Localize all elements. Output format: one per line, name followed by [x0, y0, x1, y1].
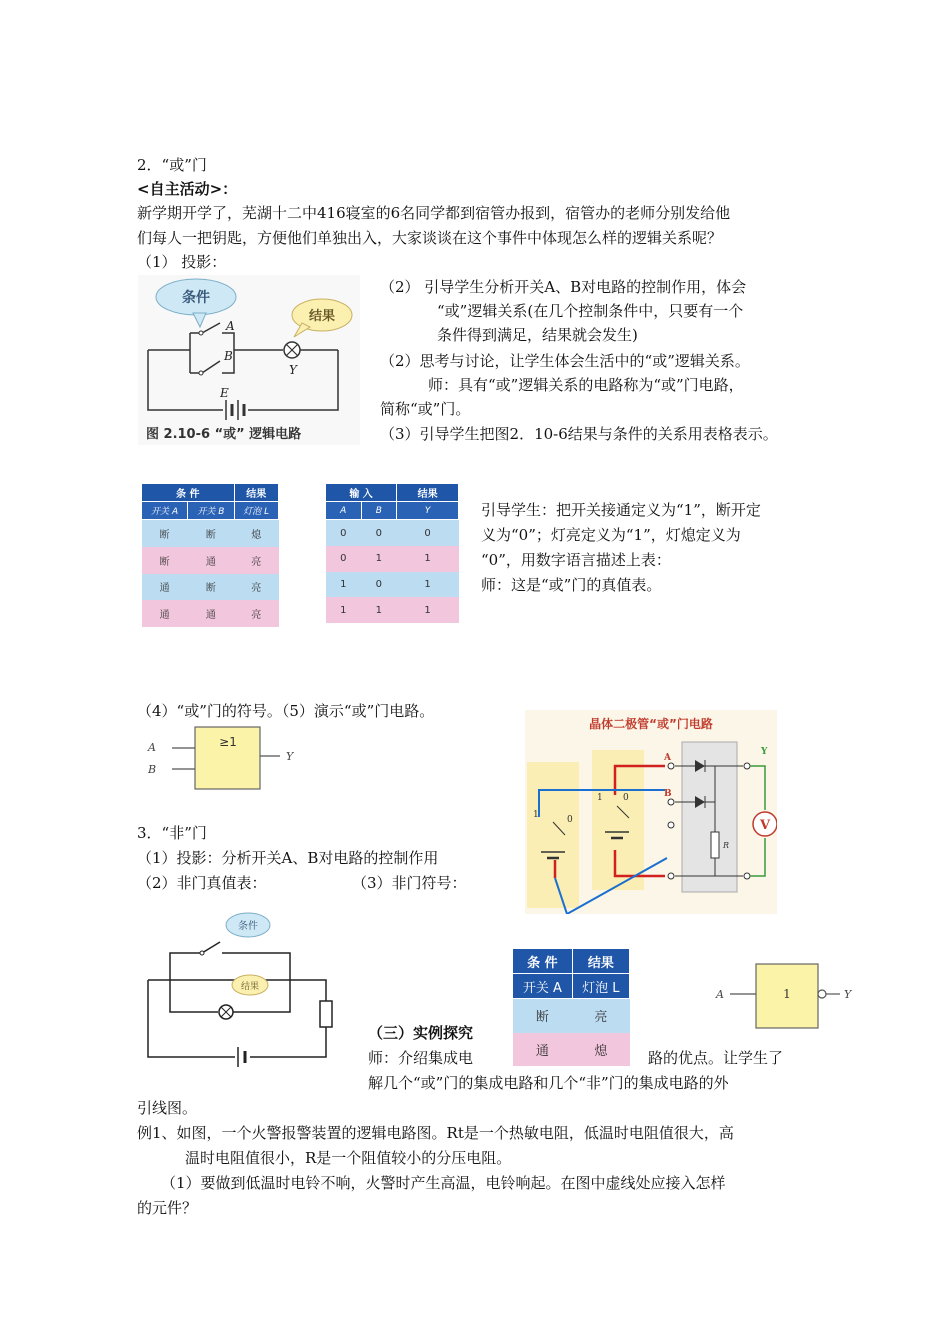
demo-label-b: B — [664, 789, 672, 799]
cell: 通 — [535, 1043, 549, 1059]
table-row — [142, 574, 279, 601]
table-row — [326, 572, 459, 598]
demo-label-y: Y — [761, 747, 768, 757]
cell: 1 — [424, 579, 431, 591]
para1-line2: 们每人一把钥匙，方便他们单独出入，大家谈谈在这个事件中体现怎么样的逻辑关系呢？ — [137, 229, 723, 247]
sub-lamp-l: 灯泡 L — [572, 974, 629, 999]
not-gate-symbol — [712, 960, 862, 1032]
cell: 0 — [375, 579, 383, 591]
cell: 通 — [205, 556, 216, 568]
cell: 熄 — [251, 529, 262, 541]
section-not-heading: 3．“非”门 — [137, 824, 207, 842]
sub-b: B — [361, 502, 397, 520]
cloud-condition-text: 条件 — [182, 290, 210, 306]
cell: 0 — [424, 527, 431, 539]
item2-line3: 条件得到满足，结果就会发生) — [437, 326, 638, 344]
sub-switch-a: 开关 A — [513, 974, 573, 999]
example1-question-line2: 的元件？ — [137, 1199, 198, 1217]
item2-line1: （2） 引导学生分析开关A、B对电路的控制作用，体会 — [380, 278, 747, 296]
teacher2-line: 师：这是“或”门的真值表。 — [481, 576, 662, 594]
or-input-a: A — [148, 741, 156, 754]
cell: 通 — [159, 583, 170, 595]
header-result: 结果 — [397, 484, 459, 502]
cell: 0 — [340, 553, 347, 565]
switch-a-label: A — [226, 319, 235, 333]
guide-line2: 义为“0”；灯亮定义为“1”，灯熄定义为 — [481, 526, 741, 544]
header-result: 结果 — [572, 949, 629, 974]
voltmeter-label: V — [759, 818, 771, 833]
section-or-heading: 2．“或”门 — [137, 156, 207, 174]
example-teacher-line2: 解几个“或”门的集成电路和几个“非”门的集成电路的外 — [368, 1074, 729, 1092]
table-row — [326, 546, 459, 572]
not-item3: （3）非门符号： — [352, 874, 467, 892]
cell: 亮 — [594, 1010, 608, 1026]
cell: 亮 — [251, 556, 262, 568]
cell: 亮 — [251, 610, 262, 622]
cell: 断 — [159, 529, 170, 541]
lamp-y-label: Y — [289, 363, 297, 377]
diode-or-demo-figure — [525, 710, 777, 914]
table-row — [326, 520, 459, 547]
example1-line1: 例1、如图，一个火警报警装置的逻辑电路图。Rt是一个热敏电阻，低温时电阻值很大，高 — [137, 1124, 734, 1142]
demo-label-r: R — [723, 841, 730, 850]
table-row — [142, 547, 279, 574]
sub-y: Y — [397, 502, 459, 520]
para1-line1: 新学期开学了，芜湖十二中416寝室的6名同学都到宿管办报到，宿管办的老师分别发给他 — [137, 204, 731, 222]
header-input: 输 入 — [326, 484, 397, 502]
header-condition: 条 件 — [142, 484, 235, 502]
item2-line2: “或”逻辑关系(在几个控制条件中，只要有一个 — [437, 302, 744, 320]
switch-b-label: B — [224, 349, 233, 363]
or-gate-text: ≥1 — [219, 735, 237, 749]
section-example-heading: （三）实例探究 — [368, 1024, 474, 1042]
guide-line1: 引导学生：把开关接通定义为“1”，断开定 — [481, 501, 761, 519]
cell: 通 — [159, 610, 170, 622]
sw2-zero: 0 — [623, 793, 629, 803]
or-logic-circuit-figure — [138, 275, 360, 445]
cell: 1 — [340, 604, 347, 616]
sw2-one: 1 — [597, 793, 603, 803]
item3-table: （3）引导学生把图2．10-6结果与条件的关系用表格表示。 — [380, 425, 778, 443]
or-input-b: B — [148, 763, 157, 776]
cell: 断 — [535, 1010, 549, 1026]
or-condition-table — [141, 483, 279, 627]
table-row — [513, 999, 630, 1033]
not-item1: （1）投影：分析开关A、B对电路的控制作用 — [137, 849, 439, 867]
table-row — [142, 520, 279, 547]
guide-line3: “0”，用数字语言描述上表： — [481, 551, 671, 569]
teacher1-line1: 师：具有“或”逻辑关系的电路称为“或”门电路， — [428, 376, 744, 394]
or-gate-symbol — [140, 722, 310, 794]
not-input-a: A — [716, 988, 724, 1001]
not-gate-text: 1 — [783, 987, 791, 1001]
or-output-y: Y — [286, 750, 294, 763]
cell: 0 — [340, 527, 347, 539]
demo-label-a: A — [664, 753, 671, 763]
sw1-zero: 0 — [567, 815, 573, 825]
example1-question-line1: （1）要做到低温时电铃不响，火警时产生高温，电铃响起。在图中虚线处应接入怎样 — [161, 1174, 726, 1192]
example-teacher-line3: 引线图。 — [137, 1099, 198, 1117]
or-truth-table — [325, 483, 459, 623]
cell: 断 — [159, 556, 170, 568]
not-output-y: Y — [844, 988, 852, 1001]
not-truth-table — [512, 948, 630, 1066]
header-result: 结果 — [234, 484, 279, 502]
cell: 亮 — [251, 583, 262, 595]
example-teacher-line1a: 师：介绍集成电 — [368, 1049, 474, 1067]
cell: 断 — [205, 583, 216, 595]
sub-switch-a: 开关 A — [142, 502, 188, 520]
sub-switch-b: 开关 B — [188, 502, 234, 520]
example-teacher-line1b: 路的优点。让学生了 — [648, 1049, 784, 1067]
cell: 断 — [205, 529, 216, 541]
item1-projection: （1） 投影： — [137, 253, 227, 271]
sub-a: A — [326, 502, 362, 520]
table-row — [326, 597, 459, 623]
table-row — [513, 1033, 630, 1066]
item45-line: （4）“或”门的符号。（5）演示“或”门电路。 — [137, 702, 435, 720]
cell: 通 — [205, 610, 216, 622]
not-logic-circuit-figure — [140, 905, 340, 1075]
figure-caption: 图 2.10-6 “或” 逻辑电路 — [146, 427, 302, 442]
item2b-discussion: （2）思考与讨论，让学生体会生活中的“或”逻辑关系。 — [380, 352, 750, 370]
not-item2: （2）非门真值表： — [137, 874, 267, 892]
not-cloud-condition: 条件 — [238, 921, 258, 932]
cell: 1 — [375, 553, 383, 565]
cell: 1 — [375, 604, 383, 616]
cell: 1 — [424, 604, 431, 616]
header-condition: 条 件 — [513, 949, 573, 974]
not-cloud-result: 结果 — [240, 982, 260, 992]
cell: 熄 — [594, 1043, 608, 1059]
cell: 1 — [340, 579, 347, 591]
sub-lamp-l: 灯泡 L — [234, 502, 279, 520]
sw1-one: 1 — [533, 810, 539, 820]
cell: 0 — [375, 527, 383, 539]
cloud-result-text: 结果 — [308, 309, 336, 324]
demo-title: 晶体二极管“或”门电路 — [589, 717, 713, 731]
cell: 1 — [424, 553, 431, 565]
activity-label: <自主活动>： — [137, 180, 238, 198]
table-row — [142, 600, 279, 627]
example1-line2: 温时电阻值很小，R是一个阻值较小的分压电阻。 — [185, 1149, 512, 1167]
battery-e-label: E — [220, 386, 229, 400]
teacher1-line2: 简称“或”门。 — [380, 400, 471, 418]
